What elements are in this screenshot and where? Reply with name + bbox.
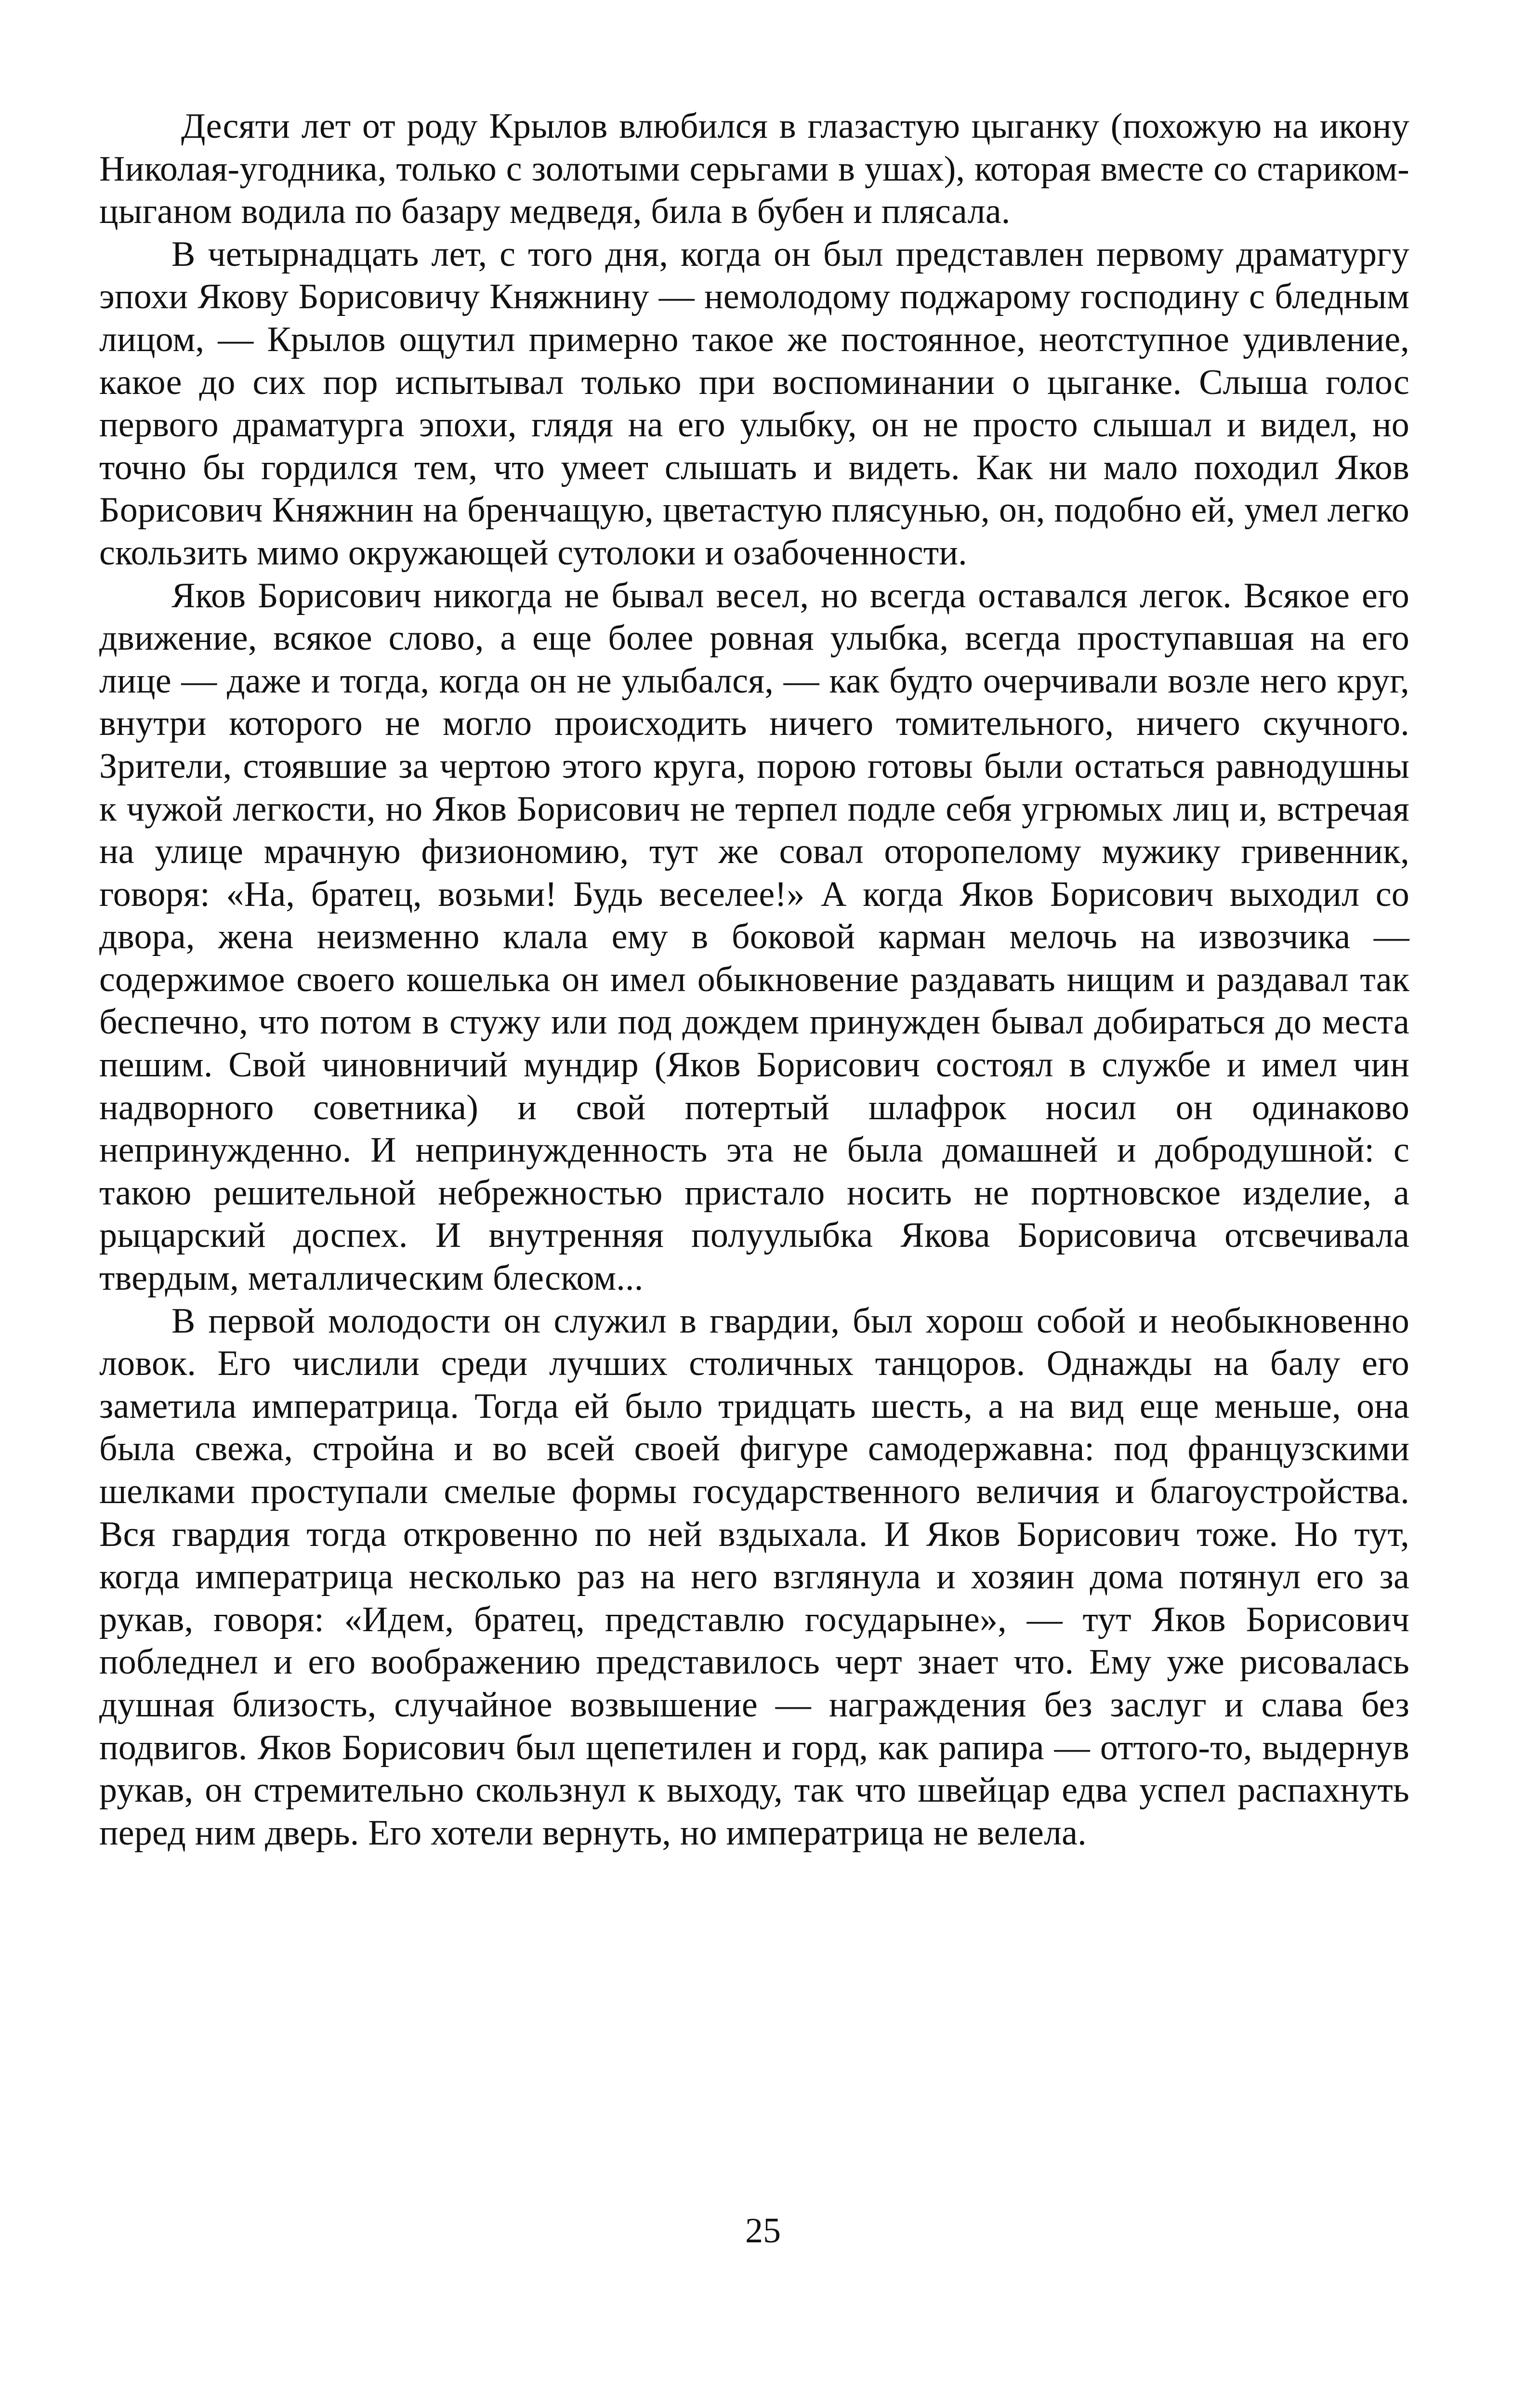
paragraph-2: В четырнадцать лет, с того дня, когда он был представлен первому драматургу эпохи Якову Борисовичу Княжнину — немолодому поджарому господину с бледным лицом, — Крылов ощутил примерно такое же постоянное, неотступное удивление, какое до сих пор испытывал только при воспоминании о цыганке. Слыша голос первого драматурга эпохи, глядя на его улыбку, он не просто слышал и видел, но точно бы гордился тем, что умеет слышать и видеть. Как ни мало походил Яков Борисович Княжнин на бренчащую, цветастую плясунью, он, подобно ей, умел легко скользить мимо окружающей сутолоки и озабоченности. [99,234,1409,573]
body-text [99,105,1409,1854]
paragraph-1: Десяти лет от роду Крылов влюбился в глазастую цыганку (похожую на икону Николая-угодника, только с золотыми серьгами в ушах), которая вместе со стариком-цыганом водила по базару медведя, била в бубен и плясала. [99,106,1409,232]
page-number: 25 [745,2211,781,2251]
paragraph-3: Яков Борисович никогда не бывал весел, но всегда оставался легок. Всякое его движение, всякое слово, а еще более ровная улыбка, всегда проступавшая на его лице — даже и тогда, когда он не улыбался, — как будто очерчивали возле него круг, внутри которого не могло происходить ничего томительного, ничего скучного. Зрители, стоявшие за чертою этого круга, порою готовы были остаться равнодушны к чужой легкости, но Яков Борисович не терпел подле себя угрюмых лиц и, встречая на улице мрачную физиономию, тут же совал оторопелому мужику гривенник, говоря: «На, братец, возьми! Будь веселее!» А когда Яков Борисович выходил со двора, жена неизменно клала ему в боковой карман мелочь на извозчика — содержимое своего кошелька он имел обыкновение раздавать нищим и раздавал так беспечно, что потом в стужу или под дождем принужден бывал добираться до места пешим. Свой чиновничий мундир (Яков Борисович состоял в службе и имел чин надворного советника) и свой потертый шлафрок носил он одинаково непринужденно. И непринужденность эта не была домашней и добродушной: с такою решительной небрежностью пристало носить не портновское изделие, а рыцарский доспех. И внутренняя полуулыбка Якова Борисовича отсвечивала твердым, металлическим блеском... [99,576,1409,1298]
paragraph-4: В первой молодости он служил в гвардии, был хорош собой и необыкновенно ловок. Его числили среди лучших столичных танцоров. Однажды на балу его заметила императрица. Тогда ей было тридцать шесть, а на вид еще меньше, она была свежа, стройна и во всей своей фигуре самодержавна: под французскими шелками проступали смелые формы государственного величия и благоустройства. Вся гвардия тогда откровенно по ней вздыхала. И Яков Борисович тоже. Но тут, когда императрица несколько раз на него взглянула и хозяин дома потянул его за рукав, говоря: «Идем, братец, представлю государыне», — тут Яков Борисович побледнел и его воображению представилось черт знает что. Ему уже рисовалась душная близость, случайное возвышение — награждения без заслуг и слава без подвигов. Яков Борисович был щепетилен и горд, как рапира — оттого-то, выдернув рукав, он стремительно скользнул к выходу, так что швейцар едва успел распахнуть перед ним дверь. Его хотели вернуть, но императрица не велела. [99,1301,1409,1853]
